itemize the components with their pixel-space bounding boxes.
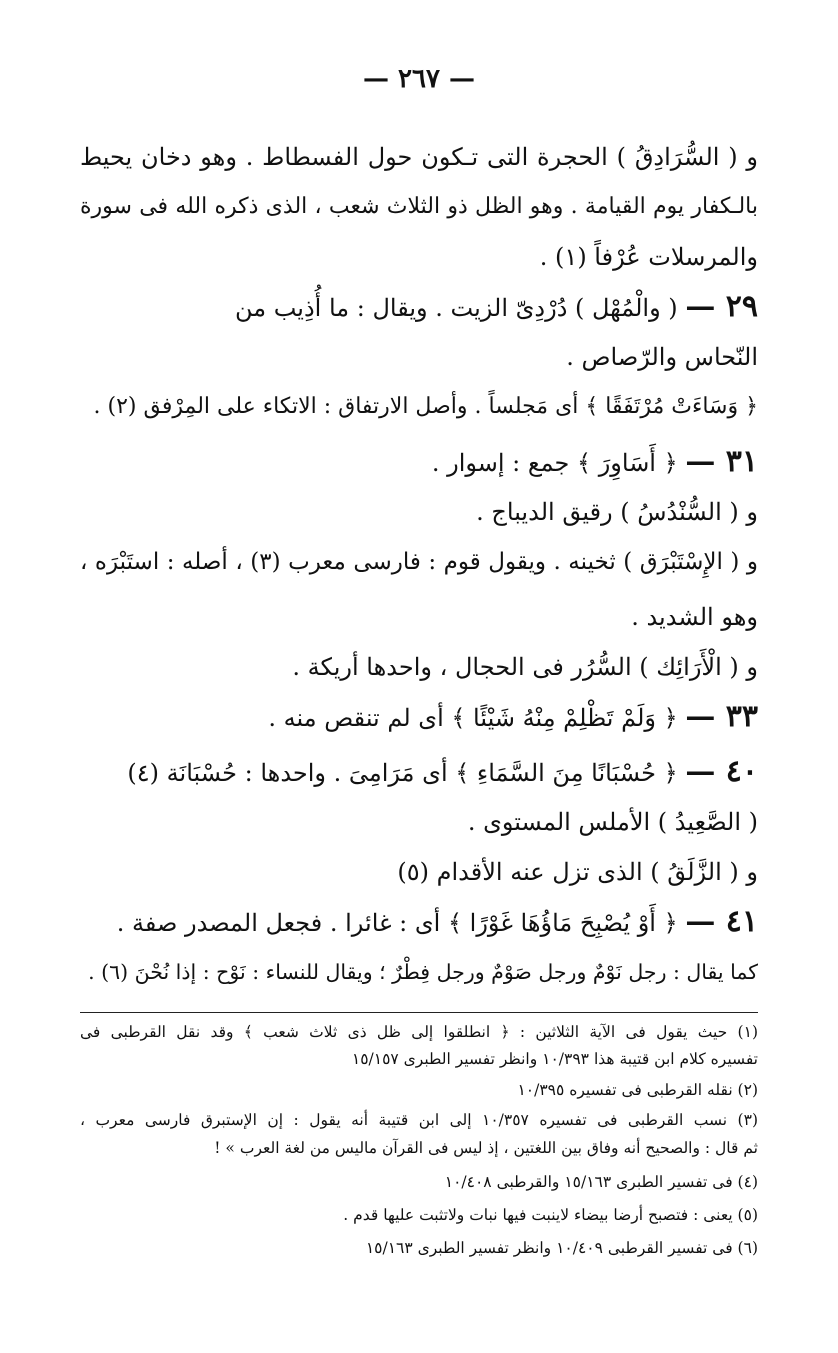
text-line-16 [80,905,758,940]
verse-number-41: ٤١ — [685,904,758,939]
text-line-5: النّحاس والرّصاص . [566,343,758,371]
verse-number-40: ٤٠ — [685,754,758,789]
text-line-16-content: ﴿ أَوْ يُصْبِحَ مَاؤُهَا غَوْرًا ﴾ أى : غائرا . فجعل المصدر صفة . [116,909,678,937]
text-line-9: و ( الإِسْتَبْرَق ) ثخينه . ويقول قوم : فارسى معرب (٣) ، أصله : استَبْرَه ، [80,549,759,575]
text-line-12 [80,700,758,735]
verse-number-33: ٣٣ — [685,699,758,734]
text-line-7-content: ﴿ أَسَاوِرَ ﴾ جمع : إسوار . [431,449,678,477]
text-line-13-content: ﴿ حُسْبَانًا مِنَ السَّمَاءِ ﴾ أى مَرَامِىَ . واحدها : حُسْبَانَة (٤) [127,759,678,787]
text-line-11: و ( الْأَرَائِك ) السُّرُر فى الحجال ، واحدها أريكة . [292,653,758,681]
footnote-6: (٦) فى تفسير القرطبى ١٠/٤٠٩ وانظر تفسير الطبرى ١٥/١٦٣ [365,1239,758,1257]
text-line-13 [80,755,758,790]
text-line-12-content: ﴿ وَلَمْ تَظْلِمْ مِنْهُ شَيْئًا ﴾ أى لم تنقص منه . [268,704,678,732]
footnote-3-line-1: (٣) نسب القرطبى فى تفسيره ١٠/٣٥٧ إلى ابن قتيبة أنه يقول : إن الإستبرق فارسى معرب ، [80,1111,758,1129]
text-line-1: و ( السُّرَادِقُ ) الحجرة التى تـكون حول الفسطاط . وهو دخان يحيط [80,143,758,171]
footnote-1-line-2: تفسيره كلام ابن قتيبة هذا ١٠/٣٩٣ وانظر تفسير الطبرى ١٥/١٥٧ [351,1050,758,1068]
text-line-8: و ( السُّنْدُسُ ) رقيق الديباج . [476,498,758,526]
text-line-4 [80,290,758,325]
text-line-4-content: ( والْمُهْل ) دُرْدِىّ الزيت . ويقال : ما أُذِيب من [234,294,678,322]
text-line-15: و ( الزَّلَقُ ) الذى تزل عنه الأقدام (٥) [397,858,758,886]
footnote-3-line-2: ثم قال : والصحيح أنه وفاق بين اللغتين ، إذ ليس فى القرآن ماليس من لغة العرب » ! [214,1139,758,1157]
footnote-2: (٢) نقله القرطبى فى تفسيره ١٠/٣٩٥ [517,1081,758,1099]
verse-number-31: ٣١ — [685,444,758,479]
text-line-2: بالـكفار يوم القيامة . وهو الظل ذو الثلاث شعب ، الذى ذكره الله فى سورة [80,194,758,219]
text-line-6: ﴿ وَسَاءَتْ مُرْتَفَقًا ﴾ أى مَجلساً . وأصل الارتفاق : الاتكاء على المِرْفق (٢) . [93,394,758,419]
text-line-7 [80,445,758,480]
footnote-5: (٥) يعنى : فتصبح أرضا بيضاء لاينبت فيها نبات ولاتثبت عليها قدم . [343,1206,758,1224]
page-number: — ٢٦٧ — [362,64,476,94]
text-line-17: كما يقال : رجل نَوْمٌ ورجل صَوْمٌ ورجل فِطْرٌ ؛ ويقال للنساء : نَوْح : إذا نُحْنَ (٦) . [88,960,758,984]
text-line-3: والمرسلات عُرْفاً (١) . [539,243,758,271]
text-line-14: ( الصَّعِيدُ ) الأملس المستوى . [467,808,758,836]
verse-number-29: ٢٩ — [685,289,758,324]
footnote-separator [80,1012,758,1013]
footnote-1-line-1: (١) حيث يقول فى الآية الثلاثين : ﴿ انطلقوا إلى ظل ذى ثلاث شعب ﴾ وقد نقل القرطبى فى [80,1023,758,1041]
footnote-4: (٤) فى تفسير الطبرى ١٥/١٦٣ والقرطبى ١٠/٤٠٨ [444,1173,758,1191]
text-line-10: وهو الشديد . [631,603,758,631]
